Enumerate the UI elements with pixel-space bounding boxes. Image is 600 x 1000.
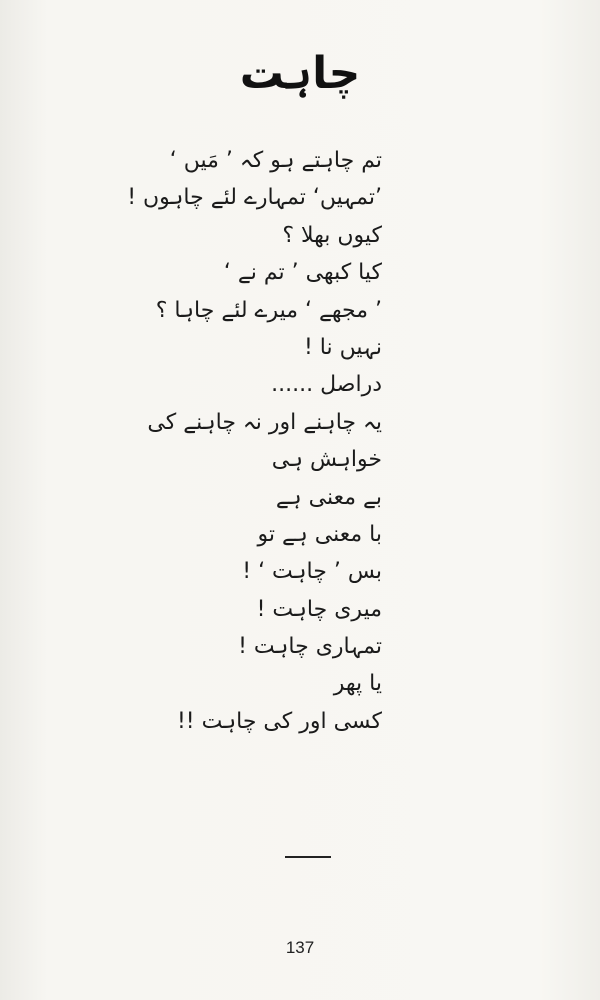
poem-line: خواہش ہی — [271, 447, 382, 473]
poem-line: تم چاہتے ہو کہ ’ مَیں ‘ — [169, 148, 382, 173]
poem-line: یہ چاہنے اور نہ چاہنے کی — [147, 409, 382, 435]
poem-title: چاہت — [239, 48, 361, 99]
poem-line: میری چاہت ! — [256, 596, 382, 622]
poem-body — [62, 142, 382, 740]
page-number: 137 — [285, 938, 315, 957]
poem-line: ’تمہیں‘ تمہارے لئے چاہوں ! — [127, 185, 382, 211]
poem-line: تمہاری چاہت ! — [238, 634, 382, 660]
poem-line: بے معنی ہے — [275, 484, 382, 510]
poem-line: یا پھر — [333, 671, 382, 697]
poem-line: کیوں بھلا ؟ — [282, 222, 382, 248]
poem-line: ’ مجھے ‘ میرے لئے چاہا ؟ — [155, 297, 382, 323]
poem-line: کسی اور کی چاہت !! — [176, 708, 382, 734]
poem-line: نہیں نا ! — [303, 334, 382, 360]
poem-line: بس ’ چاہت ‘ ! — [242, 559, 382, 585]
poem-line: کیا کبھی ’ تم نے ‘ — [223, 260, 382, 286]
end-divider — [285, 856, 331, 858]
poem-line: با معنی ہے تو — [257, 521, 382, 547]
poem-line: دراصل ...... — [271, 372, 382, 398]
